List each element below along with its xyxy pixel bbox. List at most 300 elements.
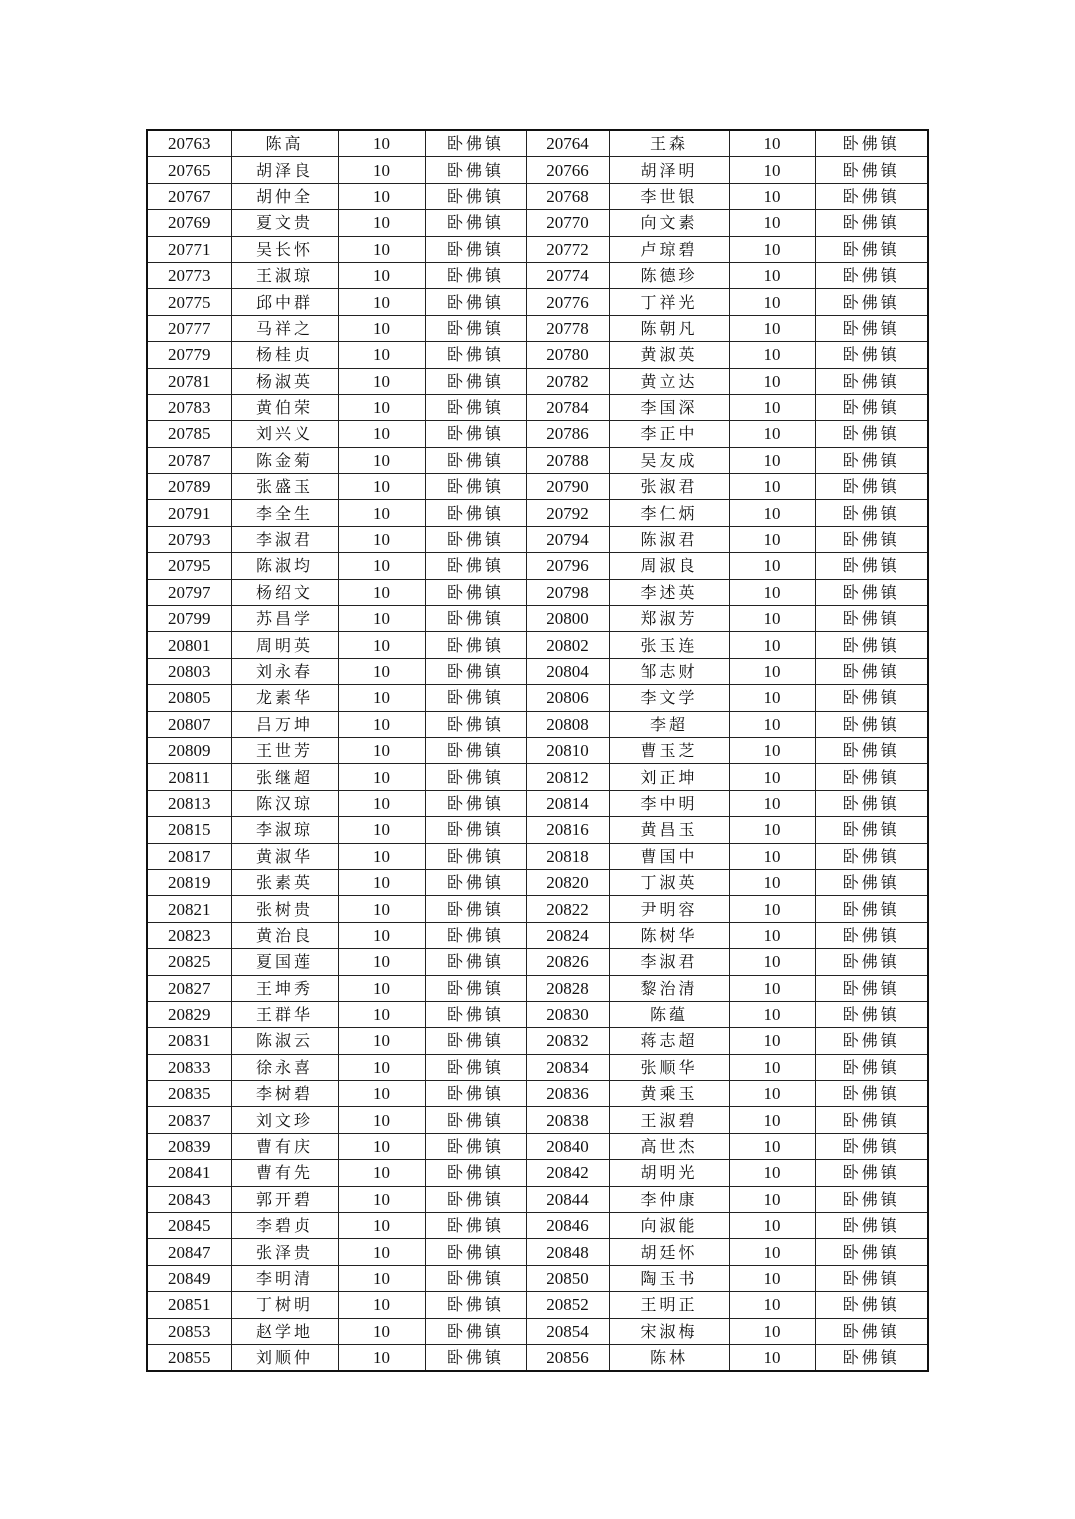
amount-cell: 10: [729, 1213, 815, 1239]
record-id-cell: 20787: [147, 447, 231, 473]
town-name-cell: 卧佛镇: [815, 843, 928, 869]
town-name-cell: 卧佛镇: [815, 1107, 928, 1133]
record-id-cell: 20834: [526, 1054, 609, 1080]
town-name-cell: 卧佛镇: [425, 183, 526, 209]
town-name-cell: 卧佛镇: [425, 1028, 526, 1054]
person-name-cell: 曹国中: [609, 843, 729, 869]
amount-cell: 10: [338, 553, 425, 579]
record-id-cell: 20831: [147, 1028, 231, 1054]
person-name-cell: 张盛玉: [231, 474, 338, 500]
person-name-cell: 陈淑云: [231, 1028, 338, 1054]
amount-cell: 10: [338, 764, 425, 790]
amount-cell: 10: [338, 869, 425, 895]
person-name-cell: 王淑琼: [231, 262, 338, 288]
town-name-cell: 卧佛镇: [815, 157, 928, 183]
amount-cell: 10: [338, 500, 425, 526]
record-id-cell: 20840: [526, 1133, 609, 1159]
town-name-cell: 卧佛镇: [425, 474, 526, 500]
amount-cell: 10: [338, 896, 425, 922]
amount-cell: 10: [729, 764, 815, 790]
town-name-cell: 卧佛镇: [815, 1054, 928, 1080]
town-name-cell: 卧佛镇: [815, 368, 928, 394]
person-name-cell: 苏昌学: [231, 606, 338, 632]
table-row: [147, 368, 928, 394]
town-name-cell: 卧佛镇: [815, 1028, 928, 1054]
person-name-cell: 黄淑华: [231, 843, 338, 869]
person-name-cell: 张泽贵: [231, 1239, 338, 1265]
record-id-cell: 20846: [526, 1213, 609, 1239]
record-id-cell: 20835: [147, 1081, 231, 1107]
record-id-cell: 20789: [147, 474, 231, 500]
person-name-cell: 向文素: [609, 210, 729, 236]
person-name-cell: 李树碧: [231, 1081, 338, 1107]
record-id-cell: 20811: [147, 764, 231, 790]
amount-cell: 10: [338, 975, 425, 1001]
amount-cell: 10: [729, 711, 815, 737]
person-name-cell: 王森: [609, 130, 729, 157]
record-id-cell: 20808: [526, 711, 609, 737]
town-name-cell: 卧佛镇: [815, 1239, 928, 1265]
amount-cell: 10: [729, 790, 815, 816]
record-id-cell: 20780: [526, 342, 609, 368]
person-name-cell: 王群华: [231, 1001, 338, 1027]
record-id-cell: 20836: [526, 1081, 609, 1107]
record-id-cell: 20777: [147, 315, 231, 341]
person-name-cell: 黄乘玉: [609, 1081, 729, 1107]
record-id-cell: 20812: [526, 764, 609, 790]
amount-cell: 10: [729, 315, 815, 341]
record-id-cell: 20842: [526, 1160, 609, 1186]
town-name-cell: 卧佛镇: [425, 394, 526, 420]
record-id-cell: 20816: [526, 817, 609, 843]
amount-cell: 10: [729, 1081, 815, 1107]
table-row: [147, 1265, 928, 1291]
town-name-cell: 卧佛镇: [425, 685, 526, 711]
town-name-cell: 卧佛镇: [425, 315, 526, 341]
town-name-cell: 卧佛镇: [425, 1265, 526, 1291]
amount-cell: 10: [729, 606, 815, 632]
amount-cell: 10: [338, 236, 425, 262]
town-name-cell: 卧佛镇: [815, 421, 928, 447]
table-row: [147, 1160, 928, 1186]
table-row: [147, 922, 928, 948]
person-name-cell: 陈金菊: [231, 447, 338, 473]
person-name-cell: 陈林: [609, 1344, 729, 1371]
record-id-cell: 20783: [147, 394, 231, 420]
town-name-cell: 卧佛镇: [815, 262, 928, 288]
person-name-cell: 黎治清: [609, 975, 729, 1001]
record-id-cell: 20774: [526, 262, 609, 288]
record-id-cell: 20852: [526, 1292, 609, 1318]
table-row: [147, 1028, 928, 1054]
record-id-cell: 20817: [147, 843, 231, 869]
record-id-cell: 20805: [147, 685, 231, 711]
person-name-cell: 李仲康: [609, 1186, 729, 1212]
town-name-cell: 卧佛镇: [425, 1213, 526, 1239]
table-row: [147, 474, 928, 500]
record-id-cell: 20844: [526, 1186, 609, 1212]
person-name-cell: 胡泽明: [609, 157, 729, 183]
record-id-cell: 20826: [526, 949, 609, 975]
amount-cell: 10: [729, 1160, 815, 1186]
record-id-cell: 20773: [147, 262, 231, 288]
record-id-cell: 20856: [526, 1344, 609, 1371]
record-id-cell: 20764: [526, 130, 609, 157]
roster-table: [146, 129, 929, 1372]
town-name-cell: 卧佛镇: [425, 869, 526, 895]
town-name-cell: 卧佛镇: [425, 1001, 526, 1027]
town-name-cell: 卧佛镇: [815, 896, 928, 922]
table-row: [147, 210, 928, 236]
amount-cell: 10: [729, 975, 815, 1001]
table-row: [147, 737, 928, 763]
record-id-cell: 20849: [147, 1265, 231, 1291]
table-row: [147, 949, 928, 975]
record-id-cell: 20771: [147, 236, 231, 262]
person-name-cell: 刘顺仲: [231, 1344, 338, 1371]
town-name-cell: 卧佛镇: [815, 526, 928, 552]
record-id-cell: 20802: [526, 632, 609, 658]
record-id-cell: 20766: [526, 157, 609, 183]
town-name-cell: 卧佛镇: [425, 1054, 526, 1080]
town-name-cell: 卧佛镇: [815, 500, 928, 526]
town-name-cell: 卧佛镇: [815, 315, 928, 341]
amount-cell: 10: [338, 632, 425, 658]
person-name-cell: 曹有先: [231, 1160, 338, 1186]
town-name-cell: 卧佛镇: [425, 342, 526, 368]
person-name-cell: 陈树华: [609, 922, 729, 948]
town-name-cell: 卧佛镇: [815, 1001, 928, 1027]
person-name-cell: 张素英: [231, 869, 338, 895]
amount-cell: 10: [338, 1160, 425, 1186]
table-row: [147, 685, 928, 711]
amount-cell: 10: [338, 1292, 425, 1318]
town-name-cell: 卧佛镇: [815, 289, 928, 315]
amount-cell: 10: [338, 157, 425, 183]
amount-cell: 10: [729, 1292, 815, 1318]
amount-cell: 10: [338, 130, 425, 157]
person-name-cell: 吕万坤: [231, 711, 338, 737]
amount-cell: 10: [338, 711, 425, 737]
amount-cell: 10: [729, 1133, 815, 1159]
record-id-cell: 20800: [526, 606, 609, 632]
amount-cell: 10: [729, 500, 815, 526]
town-name-cell: 卧佛镇: [815, 1265, 928, 1291]
record-id-cell: 20818: [526, 843, 609, 869]
record-id-cell: 20770: [526, 210, 609, 236]
person-name-cell: 张顺华: [609, 1054, 729, 1080]
person-name-cell: 黄淑英: [609, 342, 729, 368]
amount-cell: 10: [729, 737, 815, 763]
table-row: [147, 1318, 928, 1344]
town-name-cell: 卧佛镇: [425, 579, 526, 605]
amount-cell: 10: [338, 1239, 425, 1265]
person-name-cell: 刘文珍: [231, 1107, 338, 1133]
town-name-cell: 卧佛镇: [815, 553, 928, 579]
record-id-cell: 20803: [147, 658, 231, 684]
table-row: [147, 342, 928, 368]
table-row: [147, 975, 928, 1001]
town-name-cell: 卧佛镇: [815, 606, 928, 632]
amount-cell: 10: [338, 342, 425, 368]
person-name-cell: 周明英: [231, 632, 338, 658]
amount-cell: 10: [338, 922, 425, 948]
person-name-cell: 陈德珍: [609, 262, 729, 288]
town-name-cell: 卧佛镇: [425, 421, 526, 447]
person-name-cell: 夏文贵: [231, 210, 338, 236]
amount-cell: 10: [338, 843, 425, 869]
amount-cell: 10: [729, 474, 815, 500]
amount-cell: 10: [338, 183, 425, 209]
amount-cell: 10: [338, 1186, 425, 1212]
amount-cell: 10: [729, 1186, 815, 1212]
town-name-cell: 卧佛镇: [815, 1213, 928, 1239]
town-name-cell: 卧佛镇: [425, 1133, 526, 1159]
town-name-cell: 卧佛镇: [425, 896, 526, 922]
record-id-cell: 20824: [526, 922, 609, 948]
town-name-cell: 卧佛镇: [425, 1344, 526, 1371]
town-name-cell: 卧佛镇: [425, 1292, 526, 1318]
person-name-cell: 蒋志超: [609, 1028, 729, 1054]
person-name-cell: 张树贵: [231, 896, 338, 922]
person-name-cell: 马祥之: [231, 315, 338, 341]
amount-cell: 10: [729, 1239, 815, 1265]
person-name-cell: 李淑君: [231, 526, 338, 552]
record-id-cell: 20848: [526, 1239, 609, 1265]
person-name-cell: 吴友成: [609, 447, 729, 473]
town-name-cell: 卧佛镇: [815, 790, 928, 816]
town-name-cell: 卧佛镇: [425, 289, 526, 315]
person-name-cell: 李文学: [609, 685, 729, 711]
table-row: [147, 1239, 928, 1265]
record-id-cell: 20850: [526, 1265, 609, 1291]
amount-cell: 10: [338, 421, 425, 447]
table-row: [147, 236, 928, 262]
record-id-cell: 20791: [147, 500, 231, 526]
amount-cell: 10: [729, 685, 815, 711]
record-id-cell: 20795: [147, 553, 231, 579]
record-id-cell: 20798: [526, 579, 609, 605]
person-name-cell: 陈淑均: [231, 553, 338, 579]
record-id-cell: 20769: [147, 210, 231, 236]
town-name-cell: 卧佛镇: [815, 1344, 928, 1371]
person-name-cell: 夏国莲: [231, 949, 338, 975]
record-id-cell: 20799: [147, 606, 231, 632]
person-name-cell: 邹志财: [609, 658, 729, 684]
record-id-cell: 20837: [147, 1107, 231, 1133]
amount-cell: 10: [729, 817, 815, 843]
amount-cell: 10: [729, 210, 815, 236]
record-id-cell: 20768: [526, 183, 609, 209]
record-id-cell: 20839: [147, 1133, 231, 1159]
town-name-cell: 卧佛镇: [425, 764, 526, 790]
record-id-cell: 20790: [526, 474, 609, 500]
person-name-cell: 郑淑芳: [609, 606, 729, 632]
town-name-cell: 卧佛镇: [815, 447, 928, 473]
town-name-cell: 卧佛镇: [425, 236, 526, 262]
town-name-cell: 卧佛镇: [815, 210, 928, 236]
record-id-cell: 20801: [147, 632, 231, 658]
person-name-cell: 李国深: [609, 394, 729, 420]
town-name-cell: 卧佛镇: [425, 949, 526, 975]
person-name-cell: 宋淑梅: [609, 1318, 729, 1344]
amount-cell: 10: [338, 1265, 425, 1291]
amount-cell: 10: [338, 579, 425, 605]
table-row: [147, 606, 928, 632]
person-name-cell: 吴长怀: [231, 236, 338, 262]
town-name-cell: 卧佛镇: [425, 658, 526, 684]
town-name-cell: 卧佛镇: [425, 606, 526, 632]
table-row: [147, 157, 928, 183]
table-row: [147, 289, 928, 315]
person-name-cell: 李淑琼: [231, 817, 338, 843]
amount-cell: 10: [338, 790, 425, 816]
amount-cell: 10: [338, 368, 425, 394]
record-id-cell: 20845: [147, 1213, 231, 1239]
town-name-cell: 卧佛镇: [815, 1133, 928, 1159]
person-name-cell: 杨绍文: [231, 579, 338, 605]
amount-cell: 10: [729, 1001, 815, 1027]
town-name-cell: 卧佛镇: [425, 1186, 526, 1212]
town-name-cell: 卧佛镇: [425, 157, 526, 183]
amount-cell: 10: [729, 183, 815, 209]
table-row: [147, 843, 928, 869]
record-id-cell: 20782: [526, 368, 609, 394]
town-name-cell: 卧佛镇: [815, 1160, 928, 1186]
record-id-cell: 20825: [147, 949, 231, 975]
person-name-cell: 陈高: [231, 130, 338, 157]
amount-cell: 10: [338, 315, 425, 341]
amount-cell: 10: [729, 236, 815, 262]
person-name-cell: 李世银: [609, 183, 729, 209]
person-name-cell: 李正中: [609, 421, 729, 447]
table-row: [147, 447, 928, 473]
table-row: [147, 553, 928, 579]
amount-cell: 10: [338, 1133, 425, 1159]
record-id-cell: 20785: [147, 421, 231, 447]
person-name-cell: 张淑君: [609, 474, 729, 500]
person-name-cell: 黄伯荣: [231, 394, 338, 420]
town-name-cell: 卧佛镇: [815, 579, 928, 605]
amount-cell: 10: [338, 817, 425, 843]
record-id-cell: 20820: [526, 869, 609, 895]
amount-cell: 10: [338, 606, 425, 632]
record-id-cell: 20781: [147, 368, 231, 394]
town-name-cell: 卧佛镇: [815, 658, 928, 684]
record-id-cell: 20827: [147, 975, 231, 1001]
person-name-cell: 尹明容: [609, 896, 729, 922]
record-id-cell: 20815: [147, 817, 231, 843]
person-name-cell: 李中明: [609, 790, 729, 816]
town-name-cell: 卧佛镇: [815, 394, 928, 420]
amount-cell: 10: [729, 421, 815, 447]
person-name-cell: 张继超: [231, 764, 338, 790]
amount-cell: 10: [338, 1213, 425, 1239]
record-id-cell: 20830: [526, 1001, 609, 1027]
record-id-cell: 20813: [147, 790, 231, 816]
record-id-cell: 20767: [147, 183, 231, 209]
amount-cell: 10: [729, 922, 815, 948]
person-name-cell: 杨淑英: [231, 368, 338, 394]
amount-cell: 10: [729, 262, 815, 288]
amount-cell: 10: [729, 579, 815, 605]
table-row: [147, 711, 928, 737]
person-name-cell: 胡泽良: [231, 157, 338, 183]
town-name-cell: 卧佛镇: [425, 553, 526, 579]
amount-cell: 10: [338, 474, 425, 500]
person-name-cell: 李超: [609, 711, 729, 737]
person-name-cell: 丁祥光: [609, 289, 729, 315]
town-name-cell: 卧佛镇: [815, 685, 928, 711]
amount-cell: 10: [729, 658, 815, 684]
amount-cell: 10: [338, 447, 425, 473]
amount-cell: 10: [338, 949, 425, 975]
town-name-cell: 卧佛镇: [425, 368, 526, 394]
town-name-cell: 卧佛镇: [815, 869, 928, 895]
amount-cell: 10: [729, 1265, 815, 1291]
table-row: [147, 764, 928, 790]
table-row: [147, 1001, 928, 1027]
table-row: [147, 632, 928, 658]
town-name-cell: 卧佛镇: [425, 1318, 526, 1344]
amount-cell: 10: [338, 1054, 425, 1080]
town-name-cell: 卧佛镇: [815, 183, 928, 209]
amount-cell: 10: [729, 130, 815, 157]
record-id-cell: 20765: [147, 157, 231, 183]
person-name-cell: 陈蕴: [609, 1001, 729, 1027]
person-name-cell: 黄治良: [231, 922, 338, 948]
person-name-cell: 李述英: [609, 579, 729, 605]
record-id-cell: 20821: [147, 896, 231, 922]
record-id-cell: 20832: [526, 1028, 609, 1054]
town-name-cell: 卧佛镇: [815, 632, 928, 658]
person-name-cell: 徐永喜: [231, 1054, 338, 1080]
town-name-cell: 卧佛镇: [815, 342, 928, 368]
person-name-cell: 郭开碧: [231, 1186, 338, 1212]
person-name-cell: 陈淑君: [609, 526, 729, 552]
record-id-cell: 20828: [526, 975, 609, 1001]
amount-cell: 10: [338, 1344, 425, 1371]
person-name-cell: 王淑碧: [609, 1107, 729, 1133]
amount-cell: 10: [729, 1107, 815, 1133]
town-name-cell: 卧佛镇: [815, 1292, 928, 1318]
person-name-cell: 王明正: [609, 1292, 729, 1318]
town-name-cell: 卧佛镇: [815, 1186, 928, 1212]
record-id-cell: 20796: [526, 553, 609, 579]
person-name-cell: 李淑君: [609, 949, 729, 975]
record-id-cell: 20786: [526, 421, 609, 447]
town-name-cell: 卧佛镇: [815, 1318, 928, 1344]
amount-cell: 10: [338, 394, 425, 420]
record-id-cell: 20804: [526, 658, 609, 684]
record-id-cell: 20843: [147, 1186, 231, 1212]
amount-cell: 10: [729, 632, 815, 658]
person-name-cell: 陈汉琼: [231, 790, 338, 816]
record-id-cell: 20776: [526, 289, 609, 315]
table-row: [147, 130, 928, 157]
amount-cell: 10: [729, 869, 815, 895]
town-name-cell: 卧佛镇: [815, 737, 928, 763]
table-row: [147, 262, 928, 288]
person-name-cell: 赵学地: [231, 1318, 338, 1344]
amount-cell: 10: [338, 1028, 425, 1054]
town-name-cell: 卧佛镇: [815, 922, 928, 948]
person-name-cell: 黄立达: [609, 368, 729, 394]
person-name-cell: 王坤秀: [231, 975, 338, 1001]
table-row: [147, 500, 928, 526]
town-name-cell: 卧佛镇: [425, 130, 526, 157]
record-id-cell: 20784: [526, 394, 609, 420]
